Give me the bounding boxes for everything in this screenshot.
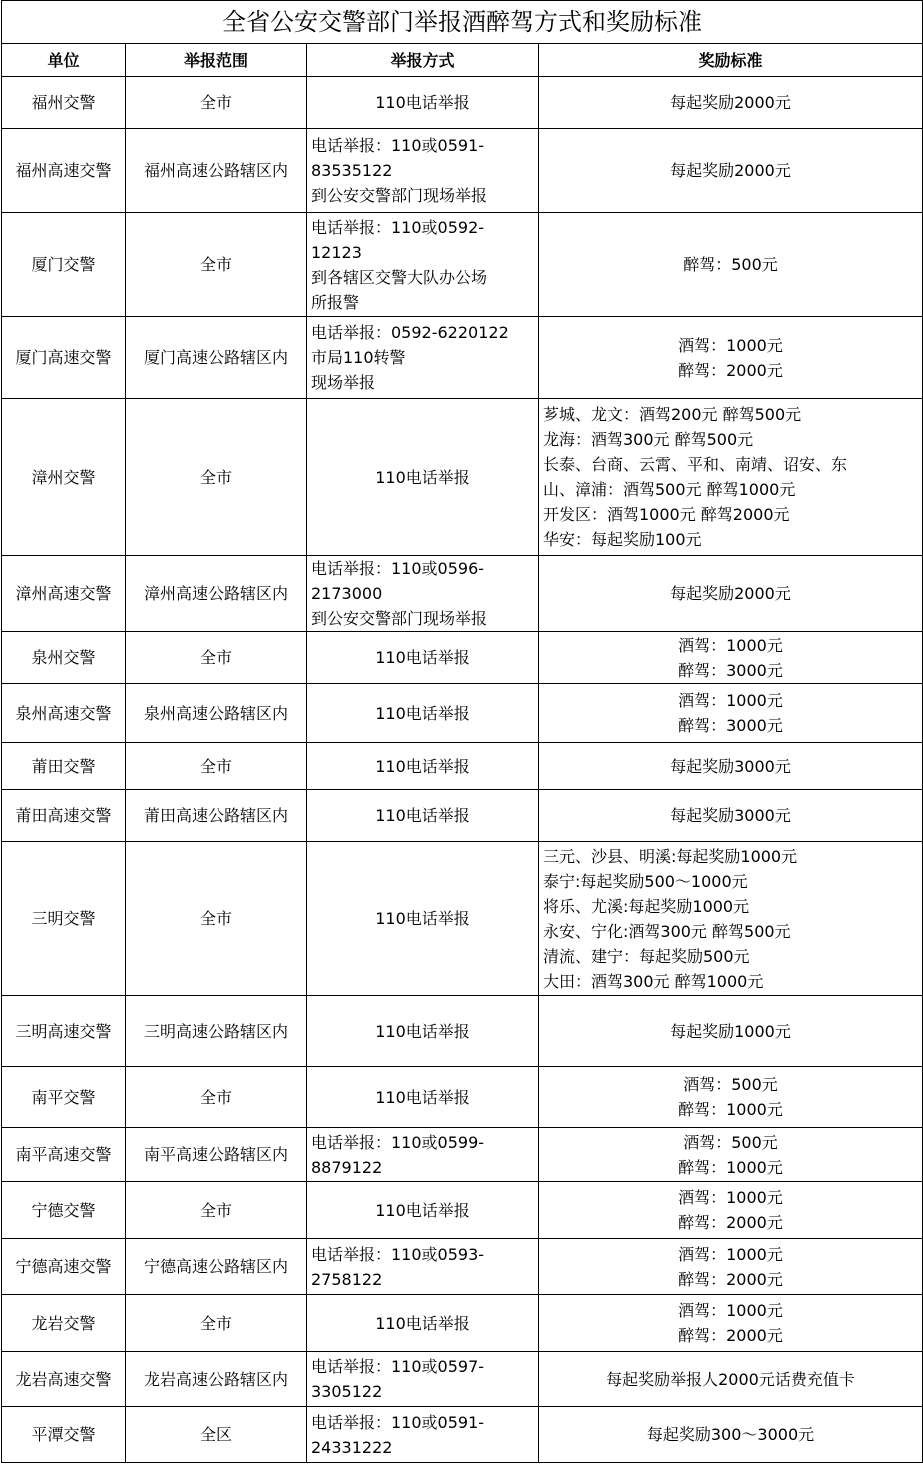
cell-method — [307, 213, 539, 317]
method-line: 现场举报 — [311, 373, 376, 392]
cell-scope: 龙岩高速公路辖区内 — [126, 1352, 307, 1407]
method-line: 电话举报：0592-6220122 — [311, 323, 509, 342]
reward-line: 开发区：酒驾1000元 醉驾2000元 — [543, 505, 790, 524]
method-line: 市局110转警 — [311, 348, 406, 367]
method-line: 8879122 — [311, 1157, 383, 1177]
method-line: 110电话举报 — [375, 909, 470, 928]
reward-line: 每起奖励3000元 — [670, 806, 791, 825]
method-line: 110电话举报 — [375, 1200, 470, 1220]
table-row — [2, 632, 923, 684]
table-row — [2, 743, 923, 790]
method-line: 83535122 — [311, 161, 393, 180]
reward-line: 醉驾：1000元 — [678, 1157, 783, 1177]
cell-method — [307, 1128, 539, 1182]
table-row — [2, 399, 923, 556]
method-line: 12123 — [311, 242, 362, 262]
cell-scope: 三明高速公路辖区内 — [126, 996, 307, 1067]
cell-method — [307, 1239, 539, 1295]
cell-reward — [539, 1295, 923, 1352]
cell-scope: 宁德高速公路辖区内 — [126, 1239, 307, 1295]
cell-reward — [539, 1128, 923, 1182]
method-line: 3305122 — [311, 1382, 383, 1401]
method-line: 电话举报：110或0599- — [311, 1132, 485, 1152]
cell-scope: 全市 — [126, 399, 307, 556]
cell-method — [307, 1352, 539, 1407]
method-line: 110电话举报 — [375, 1021, 470, 1041]
cell-method — [307, 1182, 539, 1239]
cell-method — [307, 632, 539, 684]
method-line: 电话举报：110或0596- — [311, 559, 485, 578]
report-table — [1, 0, 923, 1463]
cell-reward — [539, 317, 923, 399]
reward-line: 每起奖励2000元 — [670, 161, 791, 180]
cell-scope: 全市 — [126, 213, 307, 317]
reward-line: 醉驾：1000元 — [678, 1100, 783, 1119]
method-line: 到公安交警部门现场举报 — [311, 609, 488, 628]
method-line: 电话举报：110或0591- — [311, 136, 485, 155]
reward-line: 酒驾：500元 — [683, 1132, 778, 1152]
cell-unit: 三明高速交警 — [2, 996, 126, 1067]
cell-scope: 全市 — [126, 1295, 307, 1352]
cell-reward — [539, 556, 923, 632]
reward-line: 泰宁:每起奖励500～1000元 — [543, 871, 748, 891]
cell-method — [307, 556, 539, 632]
table-row — [2, 684, 923, 743]
reward-line: 长泰、台商、云霄、平和、南靖、诏安、东 — [543, 455, 848, 474]
reward-line: 清流、建宁：每起奖励500元 — [543, 946, 750, 966]
table-row — [2, 1295, 923, 1352]
reward-line: 酒驾：1000元 — [678, 1244, 783, 1264]
cell-reward — [539, 684, 923, 743]
table-row — [2, 1182, 923, 1239]
table-row — [2, 1407, 923, 1463]
reward-line: 华安：每起奖励100元 — [543, 530, 702, 549]
method-line: 到各辖区交警大队办公场 — [311, 267, 488, 287]
reward-line: 永安、宁化:酒驾300元 醉驾500元 — [543, 921, 791, 941]
reward-line: 每起奖励2000元 — [670, 584, 791, 603]
cell-method — [307, 996, 539, 1067]
method-line: 110电话举报 — [375, 756, 470, 776]
cell-unit: 漳州高速交警 — [2, 556, 126, 632]
method-line: 110电话举报 — [375, 1313, 470, 1333]
method-line: 2758122 — [311, 1269, 383, 1289]
table-row — [2, 1128, 923, 1182]
reward-line: 酒驾：1000元 — [678, 691, 783, 710]
reward-line: 芗城、龙文：酒驾200元 醉驾500元 — [543, 405, 802, 424]
cell-reward — [539, 790, 923, 842]
cell-method — [307, 317, 539, 399]
method-line: 110电话举报 — [375, 93, 470, 112]
cell-unit: 福州交警 — [2, 77, 126, 129]
method-line: 电话举报：110或0592- — [311, 217, 485, 237]
cell-reward — [539, 743, 923, 790]
header-method: 举报方式 — [307, 44, 539, 77]
cell-reward — [539, 1239, 923, 1295]
table-row — [2, 129, 923, 213]
reward-line: 每起奖励举报人2000元话费充值卡 — [606, 1369, 855, 1389]
cell-method — [307, 1407, 539, 1463]
table-row — [2, 556, 923, 632]
cell-scope: 全区 — [126, 1407, 307, 1463]
reward-line: 醉驾：2000元 — [678, 1213, 783, 1232]
reward-line: 酒驾：1000元 — [678, 1188, 783, 1207]
reward-line: 龙海：酒驾300元 醉驾500元 — [543, 430, 754, 449]
cell-scope: 全市 — [126, 1067, 307, 1128]
cell-unit: 泉州高速交警 — [2, 684, 126, 743]
table-row — [2, 1067, 923, 1128]
cell-unit: 漳州交警 — [2, 399, 126, 556]
reward-line: 醉驾：2000元 — [678, 360, 783, 380]
cell-method — [307, 790, 539, 842]
cell-scope: 莆田高速公路辖区内 — [126, 790, 307, 842]
cell-scope: 全市 — [126, 743, 307, 790]
reward-line: 每起奖励1000元 — [670, 1021, 791, 1041]
cell-unit: 三明交警 — [2, 842, 126, 996]
method-line: 24331222 — [311, 1437, 393, 1457]
cell-reward — [539, 1407, 923, 1463]
reward-line: 每起奖励2000元 — [670, 93, 791, 112]
table-row — [2, 77, 923, 129]
header-scope: 举报范围 — [126, 44, 307, 77]
cell-method — [307, 842, 539, 996]
method-line: 110电话举报 — [375, 1087, 470, 1107]
cell-scope: 漳州高速公路辖区内 — [126, 556, 307, 632]
cell-unit: 宁德高速交警 — [2, 1239, 126, 1295]
cell-unit: 厦门高速交警 — [2, 317, 126, 399]
cell-unit: 龙岩高速交警 — [2, 1352, 126, 1407]
method-line: 电话举报：110或0597- — [311, 1357, 485, 1376]
cell-reward — [539, 213, 923, 317]
method-line: 电话举报：110或0593- — [311, 1244, 485, 1264]
cell-reward — [539, 632, 923, 684]
page-title: 全省公安交警部门举报酒醉驾方式和奖励标准 — [2, 1, 923, 44]
cell-scope: 全市 — [126, 1182, 307, 1239]
cell-method — [307, 1295, 539, 1352]
cell-unit: 厦门交警 — [2, 213, 126, 317]
reward-line: 将乐、尤溪:每起奖励1000元 — [543, 896, 750, 916]
cell-method — [307, 129, 539, 213]
cell-reward — [539, 996, 923, 1067]
table-row — [2, 1352, 923, 1407]
cell-reward — [539, 129, 923, 213]
cell-method — [307, 399, 539, 556]
method-line: 110电话举报 — [375, 703, 470, 723]
cell-reward — [539, 1352, 923, 1407]
reward-line: 醉驾：3000元 — [678, 716, 783, 735]
table-body — [2, 77, 923, 1463]
table-row — [2, 213, 923, 317]
cell-reward — [539, 1182, 923, 1239]
cell-reward — [539, 1067, 923, 1128]
method-line: 110电话举报 — [375, 806, 470, 825]
method-line: 110电话举报 — [375, 648, 470, 667]
cell-unit: 平潭交警 — [2, 1407, 126, 1463]
reward-line: 每起奖励300～3000元 — [646, 1425, 815, 1444]
cell-reward — [539, 842, 923, 996]
reward-line: 每起奖励3000元 — [670, 756, 791, 776]
reward-line: 大田：酒驾300元 醉驾1000元 — [543, 971, 764, 991]
cell-scope: 全市 — [126, 842, 307, 996]
header-unit: 单位 — [2, 44, 126, 77]
cell-scope: 全市 — [126, 77, 307, 129]
cell-method — [307, 77, 539, 129]
method-line: 2173000 — [311, 584, 383, 603]
cell-unit: 莆田高速交警 — [2, 790, 126, 842]
header-reward: 奖励标准 — [539, 44, 923, 77]
cell-reward — [539, 399, 923, 556]
reward-line: 醉驾：2000元 — [678, 1326, 783, 1345]
method-line: 到公安交警部门现场举报 — [311, 186, 488, 205]
cell-unit: 龙岩交警 — [2, 1295, 126, 1352]
cell-scope: 南平高速公路辖区内 — [126, 1128, 307, 1182]
cell-method — [307, 684, 539, 743]
table-row — [2, 790, 923, 842]
reward-line: 三元、沙县、明溪:每起奖励1000元 — [543, 846, 798, 866]
cell-scope: 福州高速公路辖区内 — [126, 129, 307, 213]
table-row — [2, 1239, 923, 1295]
cell-unit: 宁德交警 — [2, 1182, 126, 1239]
cell-scope: 泉州高速公路辖区内 — [126, 684, 307, 743]
reward-line: 酒驾：1000元 — [678, 635, 783, 655]
table-row — [2, 317, 923, 399]
method-line: 所报警 — [311, 292, 360, 312]
reward-line: 酒驾：500元 — [683, 1075, 778, 1094]
cell-unit: 南平高速交警 — [2, 1128, 126, 1182]
table-row — [2, 842, 923, 996]
reward-line: 酒驾：1000元 — [678, 335, 783, 355]
cell-scope: 全市 — [126, 632, 307, 684]
cell-reward — [539, 77, 923, 129]
cell-scope: 厦门高速公路辖区内 — [126, 317, 307, 399]
reward-line: 酒驾：1000元 — [678, 1301, 783, 1320]
reward-line: 醉驾：3000元 — [678, 660, 783, 680]
method-line: 110电话举报 — [375, 467, 470, 487]
cell-unit: 莆田交警 — [2, 743, 126, 790]
reward-line: 山、漳浦：酒驾500元 醉驾1000元 — [543, 480, 796, 499]
cell-method — [307, 743, 539, 790]
method-line: 电话举报：110或0591- — [311, 1412, 485, 1432]
cell-unit: 泉州交警 — [2, 632, 126, 684]
cell-unit: 福州高速交警 — [2, 129, 126, 213]
cell-unit: 南平交警 — [2, 1067, 126, 1128]
cell-method — [307, 1067, 539, 1128]
table-row — [2, 996, 923, 1067]
reward-line: 醉驾：2000元 — [678, 1269, 783, 1289]
reward-line: 醉驾：500元 — [683, 255, 778, 274]
